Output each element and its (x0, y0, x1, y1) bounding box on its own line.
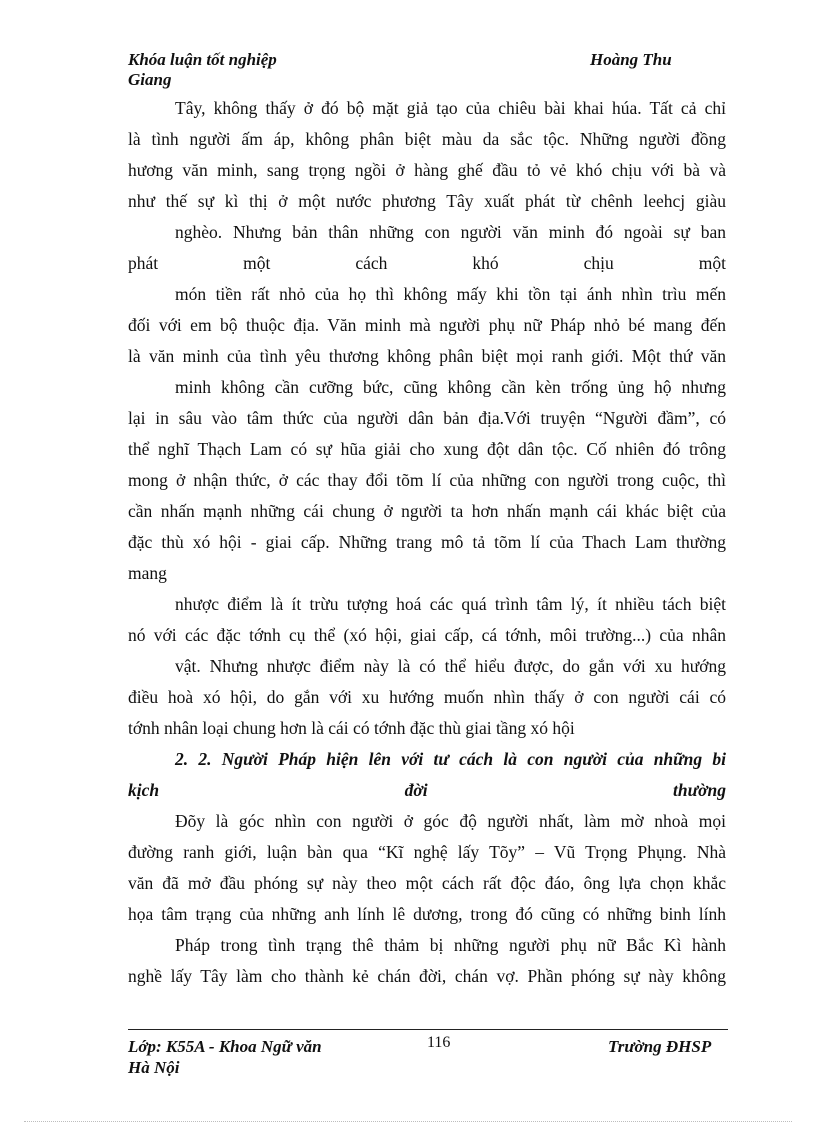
text-line: nhược điểm là ít trừu tượng hoá các quá trình tâm lý, ít nhiều tách biệt (175, 594, 726, 614)
page-header (128, 50, 728, 90)
page-footer (128, 1032, 728, 1077)
text-line: cần nhấn mạnh những cái chung ở người ta hơn nhấn mạnh cái khác biệt của (128, 501, 726, 521)
text-line: đặc thù xó hội - giai cấp. Những trang mô tả tõm lí của Thach Lam thường (128, 532, 726, 552)
text-line: Tây, không thấy ở đó bộ mặt giả tạo của chiêu bài khai húa. Tất cả chỉ (175, 98, 726, 118)
header-author-name: Hoàng Thu (590, 50, 672, 69)
text-line: thể nghĩ Thạch Lam có sự hũa giải cho xung đột dân tộc. Cố nhiên đó trông (128, 439, 726, 459)
text-line: là tình người ấm áp, không phân biệt màu da sắc tộc. Những người đồng (128, 129, 726, 149)
header-thesis-title: Khóa luận tốt nghiệp (128, 50, 277, 69)
text-line: mang (128, 563, 167, 583)
footer-class-info: Lớp: K55A - Khoa Ngữ văn (128, 1037, 322, 1056)
text-line: lại in sâu vào tâm thức của người dân bản địa.Với truyện “Người đầm”, có (128, 408, 726, 428)
text-line: minh không cần cưỡng bức, cũng không cần kèn trống ủng hộ nhưng (175, 377, 726, 397)
text-line: điều hoà xó hội, do gắn với xu hướng muốn nhìn thấy ở con người cái có (128, 687, 726, 707)
text-line: tớnh nhân loại chung hơn là cái có tớnh đặc thù giai tầng xó hội (128, 718, 575, 738)
text-line: vật. Nhưng nhược điểm này là có thể hiểu được, do gắn với xu hướng (175, 656, 726, 676)
text-line: là văn minh của tình yêu thương không phân biệt mọi ranh giới. Một thứ văn (128, 346, 726, 366)
page-number: 116 (427, 1034, 451, 1051)
page-bottom-edge (24, 1121, 792, 1122)
footer-university-city: Hà Nội (128, 1058, 180, 1077)
text-line: nghèo. Nhưng bản thân những con người văn minh đó ngoài sự ban (175, 222, 726, 242)
text-line: mong ở nhận thức, ở các thay đổi tõm lí của những con người trong cuộc, thì (128, 470, 726, 490)
text-line: Đõy là góc nhìn con người ở góc độ người nhất, làm mờ nhoà mọi (175, 811, 726, 831)
page-body (128, 93, 726, 992)
section-heading-cont: kịch đời thường (128, 780, 726, 800)
text-line: nghề lấy Tây làm cho thành kẻ chán đời, chán vợ. Phần phóng sự này không (128, 966, 726, 986)
footer-divider (128, 1029, 728, 1030)
text-line: văn đã mở đầu phóng sự này theo một cách rất độc đáo, ông lựa chọn khắc (128, 873, 726, 893)
text-line: đối với em bộ thuộc địa. Văn minh mà người phụ nữ Pháp nhỏ bé mang đến (128, 315, 726, 335)
section-heading: 2. 2. Người Pháp hiện lên với tư cách là con người của những bi (175, 749, 726, 769)
text-line: phát một cách khó chịu một (128, 253, 726, 273)
text-line: họa tâm trạng của những anh lính lê dương, trong đó cũng có những binh lính (128, 904, 726, 924)
text-line: món tiền rất nhỏ của họ thì không mấy khi tồn tại ánh nhìn trìu mến (175, 284, 726, 304)
text-line: đường ranh giới, luận bàn qua “Kĩ nghệ lấy Tõy” – Vũ Trọng Phụng. Nhà (128, 842, 726, 862)
footer-university: Trường ĐHSP (608, 1037, 712, 1056)
text-line: như thế sự kì thị ở một nước phương Tây xuất phát từ chênh leehcj giàu (128, 191, 726, 211)
text-line: hương văn minh, sang trọng ngồi ở hàng ghế đầu tỏ vẻ khó chịu với bà và (128, 160, 726, 180)
text-line: nó với các đặc tớnh cụ thể (xó hội, giai cấp, cá tớnh, môi trường...) của nhân (128, 625, 726, 645)
text-line: Pháp trong tình trạng thê thảm bị những người phụ nữ Bắc Kì hành (175, 935, 726, 955)
header-author-name-cont: Giang (128, 70, 172, 89)
